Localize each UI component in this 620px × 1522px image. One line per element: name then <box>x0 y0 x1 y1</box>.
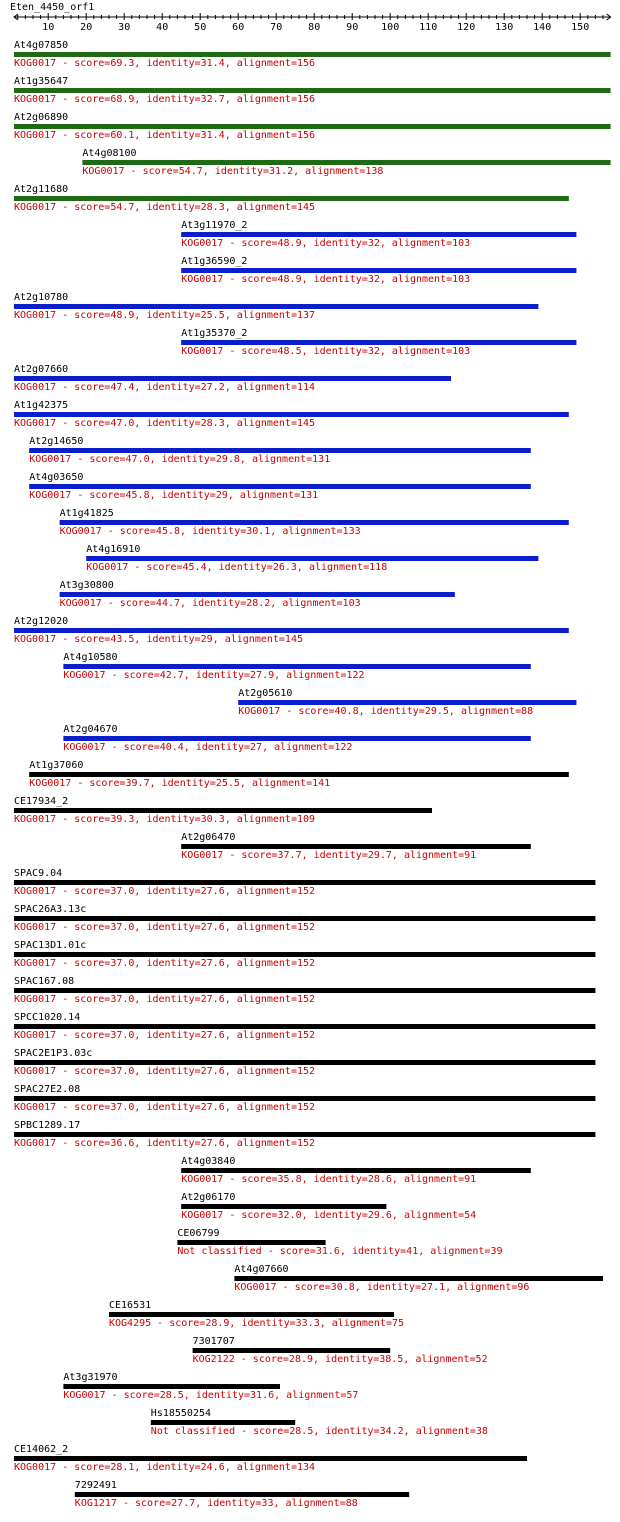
hit-name[interactable]: SPAC13D1.01c <box>14 940 87 951</box>
hit-row[interactable] <box>14 76 611 105</box>
hit-bar[interactable] <box>14 916 595 921</box>
hit-name[interactable]: CE14062_2 <box>14 1444 69 1455</box>
hit-description: KOG0017 - score=32.0, identity=29.6, alignment=54 <box>181 1210 477 1221</box>
hit-name[interactable]: At3g11970_2 <box>181 220 248 231</box>
hit-bar[interactable] <box>14 952 595 957</box>
hit-bar[interactable] <box>82 160 610 165</box>
hit-bar[interactable] <box>14 988 595 993</box>
hit-row[interactable] <box>29 760 569 789</box>
hit-description: KOG0017 - score=37.0, identity=27.6, alignment=152 <box>14 1030 316 1041</box>
hit-row[interactable] <box>63 724 530 753</box>
hit-description: KOG0017 - score=37.0, identity=27.6, alignment=152 <box>14 886 316 897</box>
hit-row[interactable] <box>14 1048 595 1077</box>
hit-row[interactable] <box>14 976 595 1005</box>
hit-bar[interactable] <box>14 88 611 93</box>
hit-bar[interactable] <box>14 196 569 201</box>
hit-name[interactable]: SPAC9.04 <box>14 868 63 879</box>
sequence-ruler <box>14 13 611 33</box>
tick-label: 30 <box>118 22 131 33</box>
hit-description: KOG0017 - score=37.0, identity=27.6, alignment=152 <box>14 994 316 1005</box>
hit-row[interactable] <box>14 364 451 393</box>
hit-description: KOG1217 - score=27.7, identity=33, alignment=88 <box>74 1498 358 1509</box>
hit-bar[interactable] <box>14 52 611 57</box>
hit-name[interactable]: SPAC167.08 <box>14 976 75 987</box>
tick-label: 100 <box>381 22 400 33</box>
hit-description: KOG0017 - score=43.5, identity=29, alignment=145 <box>14 634 303 645</box>
hit-name[interactable]: SPAC27E2.08 <box>14 1084 81 1095</box>
hit-bar[interactable] <box>29 772 569 777</box>
tick-label: 120 <box>457 22 476 33</box>
hit-description: KOG0017 - score=48.5, identity=32, alignment=103 <box>181 346 471 357</box>
hit-description: KOG0017 - score=54.7, identity=31.2, alignment=138 <box>82 166 384 177</box>
hit-description: KOG0017 - score=40.4, identity=27, alignment=122 <box>63 742 353 753</box>
hit-bar[interactable] <box>14 1096 595 1101</box>
hit-bar[interactable] <box>60 592 455 597</box>
hit-description: KOG0017 - score=37.0, identity=27.6, alignment=152 <box>14 1102 316 1113</box>
hit-row[interactable] <box>193 1336 488 1365</box>
hit-name[interactable]: 7292491 <box>74 1480 117 1491</box>
hit-name[interactable]: CE06799 <box>177 1228 220 1239</box>
hit-description: KOG0017 - score=48.9, identity=25.5, alignment=137 <box>14 310 316 321</box>
hit-bar[interactable] <box>177 1240 325 1245</box>
hit-bar[interactable] <box>14 628 569 633</box>
hit-description: KOG0017 - score=40.8, identity=29.5, alignment=88 <box>238 706 534 717</box>
hit-name[interactable]: At1g41825 <box>59 508 114 519</box>
hit-name[interactable]: At2g04670 <box>63 724 118 735</box>
hit-bar[interactable] <box>29 484 531 489</box>
hit-name[interactable]: At2g05610 <box>238 688 293 699</box>
hit-row[interactable] <box>60 580 455 609</box>
hit-description: KOG0017 - score=45.4, identity=26.3, alignment=118 <box>86 562 388 573</box>
hit-row[interactable] <box>109 1300 404 1329</box>
hit-bar[interactable] <box>14 1024 595 1029</box>
hit-row[interactable] <box>14 1012 595 1041</box>
hit-description: KOG0017 - score=36.6, identity=27.6, alignment=152 <box>14 1138 316 1149</box>
tick-label: 10 <box>42 22 55 33</box>
hit-description: KOG0017 - score=69.3, identity=31.4, alignment=156 <box>14 58 316 69</box>
hit-name[interactable]: 7301707 <box>192 1336 235 1347</box>
hit-description: KOG0017 - score=48.9, identity=32, alignment=103 <box>181 238 471 249</box>
hit-row[interactable] <box>181 256 576 285</box>
hit-description: KOG0017 - score=30.8, identity=27.1, alignment=96 <box>234 1282 530 1293</box>
hit-name[interactable]: SPAC26A3.13c <box>14 904 87 915</box>
hit-row[interactable] <box>14 1120 595 1149</box>
hit-name[interactable]: CE16531 <box>109 1300 152 1311</box>
tick-label: 140 <box>533 22 552 33</box>
hit-bar[interactable] <box>75 1492 409 1497</box>
hit-name[interactable]: At4g03840 <box>181 1156 236 1167</box>
hit-row[interactable] <box>181 1192 476 1221</box>
hit-bar[interactable] <box>63 664 530 669</box>
hit-name[interactable]: At4g08100 <box>82 148 137 159</box>
hit-bar[interactable] <box>193 1348 391 1353</box>
hit-description: KOG0017 - score=45.8, identity=30.1, alignment=133 <box>59 526 361 537</box>
hit-bar[interactable] <box>14 1132 595 1137</box>
hit-name[interactable]: At2g06890 <box>14 112 69 123</box>
hit-description: KOG0017 - score=42.7, identity=27.9, alignment=122 <box>63 670 365 681</box>
tick-label: 70 <box>270 22 283 33</box>
hit-row[interactable] <box>63 1372 358 1401</box>
hit-bar[interactable] <box>14 880 595 885</box>
hit-description: KOG0017 - score=28.5, identity=31.6, alignment=57 <box>63 1390 359 1401</box>
hit-row[interactable] <box>238 688 576 717</box>
hit-name[interactable]: At2g12020 <box>14 616 69 627</box>
tick-label: 130 <box>495 22 514 33</box>
hit-row[interactable] <box>14 400 569 429</box>
hit-description: KOG0017 - score=28.1, identity=24.6, alignment=134 <box>14 1462 316 1473</box>
hit-bar[interactable] <box>60 520 569 525</box>
hit-bar[interactable] <box>181 340 576 345</box>
hit-bar[interactable] <box>63 736 530 741</box>
hit-row[interactable] <box>82 148 610 177</box>
hit-bar[interactable] <box>14 376 451 381</box>
hit-row[interactable] <box>181 1156 531 1185</box>
hit-bar[interactable] <box>14 124 611 129</box>
hit-bar[interactable] <box>238 700 576 705</box>
query-title: Eten_4450_orf1 <box>10 2 95 13</box>
hit-description: KOG0017 - score=39.7, identity=25.5, alignment=141 <box>29 778 331 789</box>
hit-row[interactable] <box>151 1408 488 1437</box>
hit-bar[interactable] <box>181 1204 386 1209</box>
tick-label: 60 <box>232 22 245 33</box>
hit-row[interactable] <box>29 472 531 501</box>
hit-bar[interactable] <box>234 1276 603 1281</box>
hit-row[interactable] <box>14 616 569 645</box>
hit-row[interactable] <box>60 508 569 537</box>
hit-row[interactable] <box>14 112 611 141</box>
hit-name[interactable]: At4g16910 <box>86 544 141 555</box>
hit-bar[interactable] <box>151 1420 295 1425</box>
hit-description: KOG0017 - score=39.3, identity=30.3, alignment=109 <box>14 814 316 825</box>
hit-name[interactable]: At1g42375 <box>14 400 69 411</box>
hit-description: KOG0017 - score=45.8, identity=29, alignment=131 <box>29 490 319 501</box>
hit-row[interactable] <box>14 292 538 321</box>
hit-description: KOG0017 - score=37.7, identity=29.7, alignment=91 <box>181 850 477 861</box>
tick-label: 20 <box>80 22 93 33</box>
hit-description: KOG0017 - score=37.0, identity=27.6, alignment=152 <box>14 1066 316 1077</box>
hit-row[interactable] <box>181 832 531 861</box>
hit-description: KOG0017 - score=44.7, identity=28.2, alignment=103 <box>59 598 361 609</box>
tick-label: 150 <box>571 22 590 33</box>
hit-description: KOG0017 - score=37.0, identity=27.6, alignment=152 <box>14 958 316 969</box>
hit-name[interactable]: At2g07660 <box>14 364 69 375</box>
hit-bar[interactable] <box>14 304 538 309</box>
tick-label: 40 <box>156 22 169 33</box>
hit-description: KOG0017 - score=54.7, identity=28.3, alignment=145 <box>14 202 316 213</box>
hit-bar[interactable] <box>181 1168 531 1173</box>
hit-name[interactable]: Hs18550254 <box>150 1408 212 1419</box>
hit-row[interactable] <box>14 940 595 969</box>
hit-name[interactable]: At2g06470 <box>181 832 236 843</box>
hit-description: KOG0017 - score=47.0, identity=28.3, alignment=145 <box>14 418 316 429</box>
tick-label: 110 <box>419 22 438 33</box>
hit-description: KOG4295 - score=28.9, identity=33.3, alignment=75 <box>109 1318 405 1329</box>
hit-description: KOG0017 - score=37.0, identity=27.6, alignment=152 <box>14 922 316 933</box>
hit-bar[interactable] <box>86 556 538 561</box>
hit-bar[interactable] <box>181 268 576 273</box>
tick-label: 80 <box>308 22 321 33</box>
hit-description: KOG0017 - score=48.9, identity=32, alignment=103 <box>181 274 471 285</box>
hit-name[interactable]: At2g14650 <box>29 436 84 447</box>
hit-description: KOG0017 - score=47.0, identity=29.8, alignment=131 <box>29 454 331 465</box>
hit-description: KOG0017 - score=47.4, identity=27.2, alignment=114 <box>14 382 316 393</box>
hit-name[interactable]: At2g11680 <box>14 184 69 195</box>
hit-row[interactable] <box>14 868 595 897</box>
hit-description: Not classified - score=31.6, identity=41, alignment=39 <box>177 1246 503 1257</box>
hit-row[interactable] <box>14 40 611 69</box>
hit-name[interactable]: SPBC1289.17 <box>14 1120 81 1131</box>
hit-bar[interactable] <box>181 232 576 237</box>
hit-bar[interactable] <box>14 808 432 813</box>
hit-bar[interactable] <box>181 844 531 849</box>
tick-label: 90 <box>346 22 359 33</box>
tick-label: 50 <box>194 22 207 33</box>
hit-name[interactable]: SPCC1020.14 <box>14 1012 81 1023</box>
hit-list <box>14 40 611 1509</box>
hit-name[interactable]: At1g35647 <box>14 76 69 87</box>
hit-row[interactable] <box>177 1228 502 1257</box>
hit-name[interactable]: At3g31970 <box>63 1372 118 1383</box>
hit-row[interactable] <box>14 1084 595 1113</box>
hit-row[interactable] <box>63 652 530 681</box>
hit-row[interactable] <box>181 328 576 357</box>
hit-row[interactable] <box>14 1444 527 1473</box>
hit-name[interactable]: At3g30800 <box>59 580 114 591</box>
hit-row[interactable] <box>75 1480 409 1509</box>
hit-bar[interactable] <box>29 448 531 453</box>
hit-name[interactable]: SPAC2E1P3.03c <box>14 1048 93 1059</box>
hit-bar[interactable] <box>63 1384 280 1389</box>
hit-bar[interactable] <box>109 1312 394 1317</box>
hit-row[interactable] <box>29 436 531 465</box>
hit-name[interactable]: CE17934_2 <box>14 796 69 807</box>
hit-name[interactable]: At1g37060 <box>29 760 84 771</box>
hit-name[interactable]: At4g07850 <box>14 40 69 51</box>
hit-row[interactable] <box>14 904 595 933</box>
hit-name[interactable]: At1g36590_2 <box>181 256 248 267</box>
hit-description: KOG0017 - score=35.8, identity=28.6, alignment=91 <box>181 1174 477 1185</box>
hit-row[interactable] <box>234 1264 603 1293</box>
hit-row[interactable] <box>181 220 576 249</box>
hit-name[interactable]: At1g35370_2 <box>181 328 248 339</box>
hit-description: Not classified - score=28.5, identity=34.2, alignment=38 <box>150 1426 488 1437</box>
hit-description: KOG2122 - score=28.9, identity=38.5, alignment=52 <box>192 1354 488 1365</box>
hit-name[interactable]: At2g10780 <box>14 292 69 303</box>
hit-name[interactable]: At4g10580 <box>63 652 118 663</box>
hit-bar[interactable] <box>14 412 569 417</box>
hit-row[interactable] <box>14 796 432 825</box>
hit-name[interactable]: At2g06170 <box>181 1192 236 1203</box>
hit-name[interactable]: At4g03650 <box>29 472 84 483</box>
hit-row[interactable] <box>86 544 538 573</box>
hit-row[interactable] <box>14 184 569 213</box>
hit-name[interactable]: At4g07660 <box>234 1264 289 1275</box>
hit-bar[interactable] <box>14 1456 527 1461</box>
hit-description: KOG0017 - score=60.1, identity=31.4, alignment=156 <box>14 130 316 141</box>
hit-bar[interactable] <box>14 1060 595 1065</box>
hit-description: KOG0017 - score=68.9, identity=32.7, alignment=156 <box>14 94 316 105</box>
